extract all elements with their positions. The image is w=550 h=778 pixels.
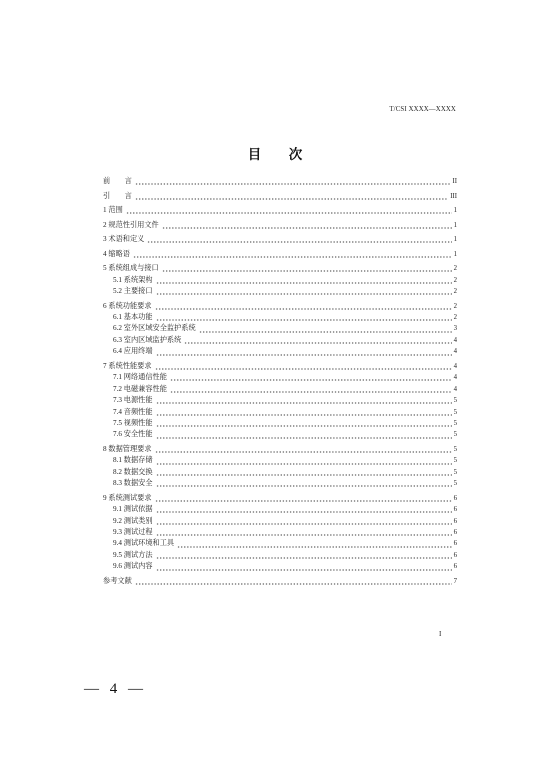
toc-subentry xyxy=(103,372,457,383)
toc-entry xyxy=(103,576,457,587)
toc-entry-page: 5 xyxy=(453,457,457,465)
dot-leader xyxy=(162,263,452,274)
toc-entry xyxy=(103,234,457,245)
toc-subentry xyxy=(103,504,457,515)
toc-entry-page: III xyxy=(450,192,457,200)
toc-entry-page: 6 xyxy=(453,494,457,502)
toc-title: 目 次 xyxy=(247,147,310,162)
toc-entry-label: 9.4 测试环境和工具 xyxy=(113,539,175,548)
toc-entry-label: 6.2 室外区域安全监护系统 xyxy=(113,324,196,333)
dot-leader xyxy=(170,384,452,395)
toc-entry-page: 1 xyxy=(453,250,457,258)
toc-entry-page: 1 xyxy=(453,207,457,215)
toc-entry-label: 8.2 数据交换 xyxy=(113,467,153,476)
dot-leader xyxy=(156,312,452,323)
toc-entry-page: 6 xyxy=(453,506,457,514)
toc-entry-page: 5 xyxy=(453,445,457,453)
toc-entry-label: 前 言 xyxy=(103,177,132,186)
toc-entry-label: 9.3 测试过程 xyxy=(113,528,153,537)
toc-entry-label: 9.5 测试方法 xyxy=(113,550,153,559)
toc-entry-label: 9 系统测试要求 xyxy=(103,493,152,502)
toc-entry-label: 7.1 网络通信性能 xyxy=(113,373,167,382)
toc-entry-label: 1 范围 xyxy=(103,206,123,215)
toc-entry-label: 7 系统性能要求 xyxy=(103,361,152,370)
toc-entry-page: 4 xyxy=(453,336,457,344)
toc-entry-label: 3 术语和定义 xyxy=(103,235,145,244)
toc-entry-label: 5 系统组成与接口 xyxy=(103,264,159,273)
dot-leader xyxy=(156,407,452,418)
dot-leader xyxy=(156,504,452,515)
toc-subentry xyxy=(103,467,457,478)
dot-leader xyxy=(155,493,452,504)
dot-leader xyxy=(156,286,452,297)
dot-leader xyxy=(155,444,452,455)
dot-leader xyxy=(156,478,452,489)
toc-subentry xyxy=(103,384,457,395)
dot-leader xyxy=(156,527,452,538)
toc-entry xyxy=(103,444,457,455)
toc-subentry xyxy=(103,418,457,429)
toc-entry-label: 7.6 安全性能 xyxy=(113,430,153,439)
dot-leader xyxy=(156,561,452,572)
toc-entry xyxy=(103,249,457,260)
toc-subentry xyxy=(103,538,457,549)
sheet-page-number: — 4 — xyxy=(84,681,143,697)
toc-entry-label: 5.2 主要接口 xyxy=(113,287,153,296)
toc-entry-page: 1 xyxy=(453,236,457,244)
dot-leader xyxy=(170,372,452,383)
dot-leader xyxy=(156,418,452,429)
toc-subentry xyxy=(103,527,457,538)
dot-leader xyxy=(156,429,452,440)
toc-entry-label: 9.2 测试类别 xyxy=(113,516,153,525)
dot-leader xyxy=(126,205,452,216)
toc-entry xyxy=(103,361,457,372)
toc-entry-label: 2 规范性引用文件 xyxy=(103,220,159,229)
toc-entry-page: 5 xyxy=(453,397,457,405)
toc-entry-page: 5 xyxy=(453,419,457,427)
toc-subentry xyxy=(103,286,457,297)
dot-leader xyxy=(156,346,452,357)
toc-entry-label: 7.3 电源性能 xyxy=(113,396,153,405)
toc-entry-page: 2 xyxy=(453,265,457,273)
table-of-contents xyxy=(103,176,457,587)
dot-leader xyxy=(135,576,452,587)
toc-entry-page: 2 xyxy=(453,302,457,310)
toc-entry-label: 6 系统功能要求 xyxy=(103,301,152,310)
toc-entry-page: 1 xyxy=(453,221,457,229)
toc-subentry xyxy=(103,395,457,406)
toc-entry-page: 3 xyxy=(453,325,457,333)
toc-entry-page: 5 xyxy=(453,480,457,488)
dot-leader xyxy=(156,516,452,527)
toc-entry-label: 8.3 数据安全 xyxy=(113,479,153,488)
toc-entry-label: 7.2 电磁兼容性能 xyxy=(113,384,167,393)
dot-leader xyxy=(156,455,452,466)
toc-subentry xyxy=(103,550,457,561)
dot-leader xyxy=(147,234,451,245)
toc-entry-page: 2 xyxy=(453,314,457,321)
dot-leader xyxy=(155,301,452,312)
dot-leader xyxy=(184,335,451,346)
dot-leader xyxy=(156,550,452,561)
toc-entry xyxy=(103,220,457,231)
toc-entry-page: 6 xyxy=(453,551,457,559)
toc-entry xyxy=(103,205,457,216)
dot-leader xyxy=(156,467,452,478)
toc-entry-page: 4 xyxy=(453,374,457,382)
toc-entry-label: 6.4 应用终端 xyxy=(113,347,153,356)
toc-entry-page: 6 xyxy=(453,540,457,548)
toc-entry xyxy=(103,263,457,274)
toc-subentry xyxy=(103,275,457,286)
toc-entry-page: II xyxy=(452,178,457,186)
toc-subentry xyxy=(103,312,457,323)
toc-entry-page: 6 xyxy=(453,529,457,537)
toc-entry-page: 5 xyxy=(453,431,457,439)
toc-subentry xyxy=(103,407,457,418)
toc-subentry xyxy=(103,323,457,334)
toc-entry-page: 2 xyxy=(453,288,457,296)
dot-leader xyxy=(155,361,452,372)
toc-entry xyxy=(103,176,457,187)
toc-entry-page: 7 xyxy=(453,577,457,585)
toc-entry-label: 9.6 测试内容 xyxy=(113,562,153,571)
toc-entry-label: 参考文献 xyxy=(103,576,132,585)
dot-leader xyxy=(133,249,452,260)
roman-page-number: I xyxy=(439,630,442,638)
toc-subentry xyxy=(103,346,457,357)
dot-leader xyxy=(177,538,451,549)
toc-subentry xyxy=(103,335,457,346)
toc-entry-page: 2 xyxy=(453,276,457,284)
toc-entry xyxy=(103,301,457,312)
toc-entry-label: 5.1 系统架构 xyxy=(113,275,153,284)
dot-leader xyxy=(162,220,452,231)
toc-entry-label: 6.3 室内区域监护系统 xyxy=(113,335,182,344)
dot-leader xyxy=(135,176,451,187)
toc-entry-page: 4 xyxy=(453,348,457,356)
toc-entry-label: 8 数据管理要求 xyxy=(103,444,152,453)
toc-entry xyxy=(103,493,457,504)
dot-leader xyxy=(156,275,452,286)
toc-entry-page: 5 xyxy=(453,408,457,416)
dot-leader xyxy=(156,395,452,406)
toc-subentry xyxy=(103,478,457,489)
toc-entry-label: 7.4 音频性能 xyxy=(113,407,153,416)
toc-subentry xyxy=(103,561,457,572)
toc-entry-label: 7.5 视频性能 xyxy=(113,418,153,427)
dot-leader xyxy=(135,191,448,202)
toc-entry-label: 4 缩略语 xyxy=(103,249,130,258)
toc-entry-page: 4 xyxy=(453,385,457,393)
toc-entry-page: 6 xyxy=(453,563,457,571)
dot-leader xyxy=(199,323,452,334)
document-code: T/CSI XXXX—XXXX xyxy=(389,106,456,113)
toc-entry-label: 8.1 数据存储 xyxy=(113,456,153,465)
toc-entry-page: 6 xyxy=(453,517,457,525)
toc-subentry xyxy=(103,516,457,527)
toc-entry-page: 5 xyxy=(453,468,457,476)
toc-subentry xyxy=(103,455,457,466)
toc-entry-label: 6.1 基本功能 xyxy=(113,313,153,321)
toc-entry-label: 引 言 xyxy=(103,191,132,200)
toc-entry xyxy=(103,191,457,202)
toc-entry-page: 4 xyxy=(453,362,457,370)
toc-entry-label: 9.1 测试依据 xyxy=(113,505,153,514)
toc-subentry xyxy=(103,429,457,440)
